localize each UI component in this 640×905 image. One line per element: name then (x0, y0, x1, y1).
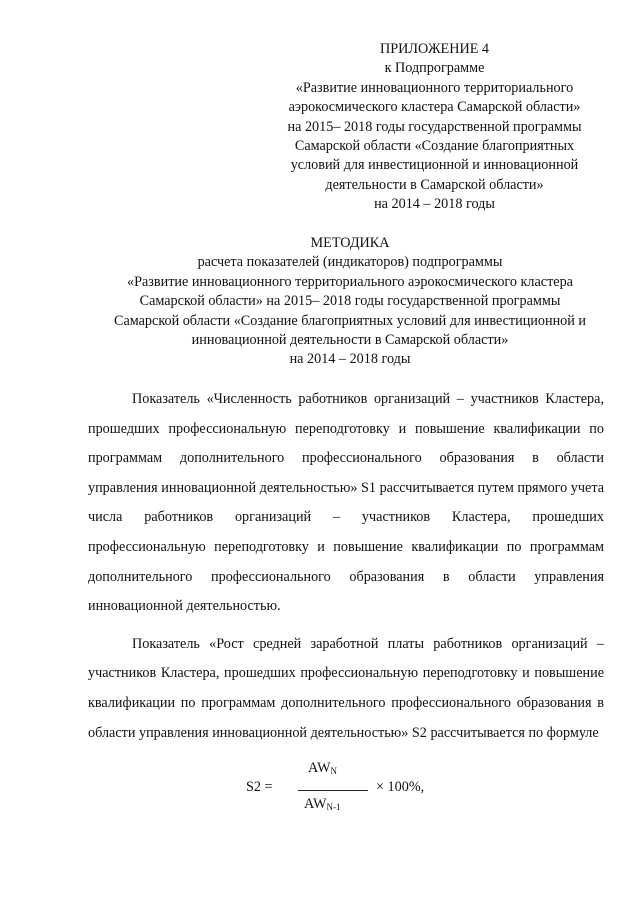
appendix-line: деятельности в Самарской области» (325, 176, 544, 193)
denominator-subscript: N-1 (326, 802, 341, 812)
formula-numerator: $AW_N$ (308, 760, 337, 776)
methodology-line: Самарской области» на 2015– 2018 годы государственной программы (139, 293, 561, 310)
appendix-line: на 2015– 2018 годы государственной программы (287, 118, 582, 135)
body-text (88, 385, 604, 748)
fraction-bar (298, 790, 368, 791)
paragraph-s1: Показатель «Численность работников организаций – участников Кластера, прошедших профессиональную переподготовку и повышение квалификации по программам дополнительного профессионального образования в области управления инновационной деятельностью» S1 рассчитывается путем прямого учета числа работников организаций – участников Кластера, прошедших профессиональную переподготовку и повышение квалификации по программам дополнительного профессионального образования в области управления инновационной деятельностью. (88, 391, 604, 615)
appendix-header (262, 40, 607, 215)
appendix-line: «Развитие инновационного территориального (295, 79, 574, 96)
formula-rhs: × 100%, (376, 779, 425, 795)
methodology-line: инновационной деятельности в Самарской области» (191, 332, 509, 349)
methodology-heading (90, 234, 610, 370)
formula-denominator: $AW_{N-1}$ (304, 796, 341, 812)
appendix-line: Самарской области «Создание благоприятных (294, 138, 575, 155)
appendix-line: условий для инвестиционной и инновационной (290, 157, 579, 174)
formula-lhs: S2 = (246, 779, 273, 795)
numerator-subscript: N (330, 766, 337, 776)
methodology-line: расчета показателей (индикаторов) подпрограммы (197, 254, 503, 271)
methodology-line: Самарской области «Создание благоприятных условий для инвестиционной и (113, 312, 587, 329)
methodology-line: «Развитие инновационного территориального аэрокосмического кластера (127, 273, 573, 290)
appendix-line: на 2014 – 2018 годы (374, 196, 495, 213)
formula-s2 (246, 760, 466, 820)
appendix-line: к Подпрограмме (384, 60, 485, 77)
appendix-line: ПРИЛОЖЕНИЕ 4 (379, 41, 490, 57)
methodology-line: на 2014 – 2018 годы (289, 351, 411, 368)
appendix-line: аэрокосмического кластера Самарской области» (288, 99, 581, 116)
methodology-title: МЕТОДИКА (310, 235, 390, 251)
paragraph-s2: Показатель «Рост средней заработной платы работников организаций – участников Кластера, прошедших профессиональную переподготовку и повышение квалификации по программам дополнительного профессионального образования в области управления инновационной деятельностью» S2 рассчитывается по формуле (88, 635, 604, 741)
